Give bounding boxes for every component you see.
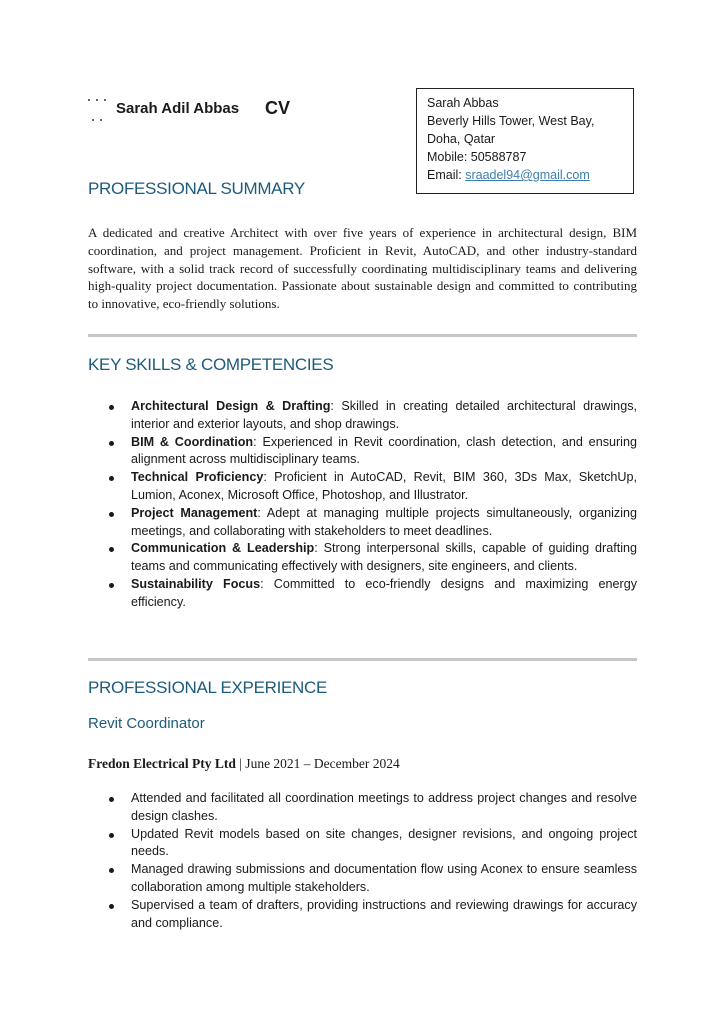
skill-label: Technical Proficiency [131,470,264,485]
contact-box [416,88,634,194]
contact-address-line1: Beverly Hills Tower, West Bay, [427,114,595,128]
contact-mobile [427,148,623,166]
skill-text: : Experienced in Revit coordination, clash detection, and ensuring alignment across multidisciplinary teams. [131,434,637,467]
contact-email [427,166,623,184]
list-item [88,897,637,933]
list-item [88,434,637,470]
mobile-label: Mobile: [427,150,471,164]
experience-text: Managed drawing submissions and documentation flow using Aconex to ensure seamless collaboration among multiple stakeholders. [131,862,637,894]
skill-text: : Adept at managing multiple projects simultaneously, organizing meetings, and collaborating with stakeholders to meet deadlines. [131,505,637,538]
contact-name: Sarah Abbas [427,96,499,110]
bullet-icon [109,797,114,802]
list-item [88,505,637,541]
skills-list [88,398,637,612]
mobile-number: 50588787 [470,150,527,164]
list-item [88,540,637,576]
skill-text: : Strong interpersonal skills, capable of guiding drafting teams and communicating effectively with designers, site engineers, and clients. [131,541,637,574]
list-item [88,861,637,897]
summary-text: A dedicated and creative Architect with over five years of experience in architectural design, BIM coordination, and project management. Proficient in Revit, AutoCAD, and other industry-standard software, with a solid track record of successfully coordinating multidisciplinary teams and delivering high-quality project documentation. Passionate about sustainable design and committed to contributing to innovative, eco-friendly solutions. [88,225,637,312]
bullet-icon [109,441,114,446]
experience-list [88,790,637,932]
bullet-icon [109,904,114,909]
skill-label: Communication & Leadership [131,541,315,556]
section-title-summary: PROFESSIONAL SUMMARY [88,179,305,198]
bullet-icon [109,476,114,481]
section-title-skills: KEY SKILLS & COMPETENCIES [88,355,334,374]
experience-text: Attended and facilitated all coordination meetings to address project changes and resolve design clashes. [131,791,637,823]
email-label: Email: [427,168,466,182]
skill-label: Project Management [131,505,258,520]
list-item [88,398,637,434]
experience-text: Supervised a team of drafters, providing instructions and reviewing drawings for accuracy and compliance. [131,897,637,930]
skill-text: : Skilled in creating detailed architectural drawings, interior and exterior layouts, and shop drawings. [131,399,637,431]
contact-address-line2: Doha, Qatar [427,132,496,146]
skill-label: Sustainability Focus [131,576,261,591]
email-link[interactable]: sraadel94@gmail.com [465,168,590,182]
bullet-icon [109,868,114,873]
list-item [88,826,637,862]
section-divider [88,658,637,661]
bullet-icon [109,512,114,517]
list-item [88,790,637,826]
candidate-name: Sarah Adil Abbas [116,100,240,117]
job-company: Fredon Electrical Pty Ltd [88,756,236,771]
job-role: Revit Coordinator [88,715,205,732]
skill-text: : Committed to eco-friendly designs and maximizing energy efficiency. [131,576,637,609]
skill-label: BIM & Coordination [131,434,254,449]
decorative-dots-icon [88,97,114,125]
bullet-icon [109,833,114,838]
cv-label: CV [265,98,291,118]
bullet-icon [109,405,114,410]
section-divider [88,334,637,337]
bullet-icon [109,583,114,588]
skill-label: Architectural Design & Drafting [131,399,331,413]
list-item [88,469,637,505]
section-title-experience: PROFESSIONAL EXPERIENCE [88,678,328,697]
job-period: | June 2021 – December 2024 [235,756,400,771]
job-company-line [88,756,400,772]
skill-text: : Proficient in AutoCAD, Revit, BIM 360, 3Ds Max, SketchUp, Lumion, Aconex, Microsoft Office, Photoshop, and Illustrator. [131,470,637,502]
list-item [88,576,637,612]
bullet-icon [109,547,114,552]
experience-text: Updated Revit models based on site changes, designer revisions, and ongoing project needs. [131,826,637,859]
